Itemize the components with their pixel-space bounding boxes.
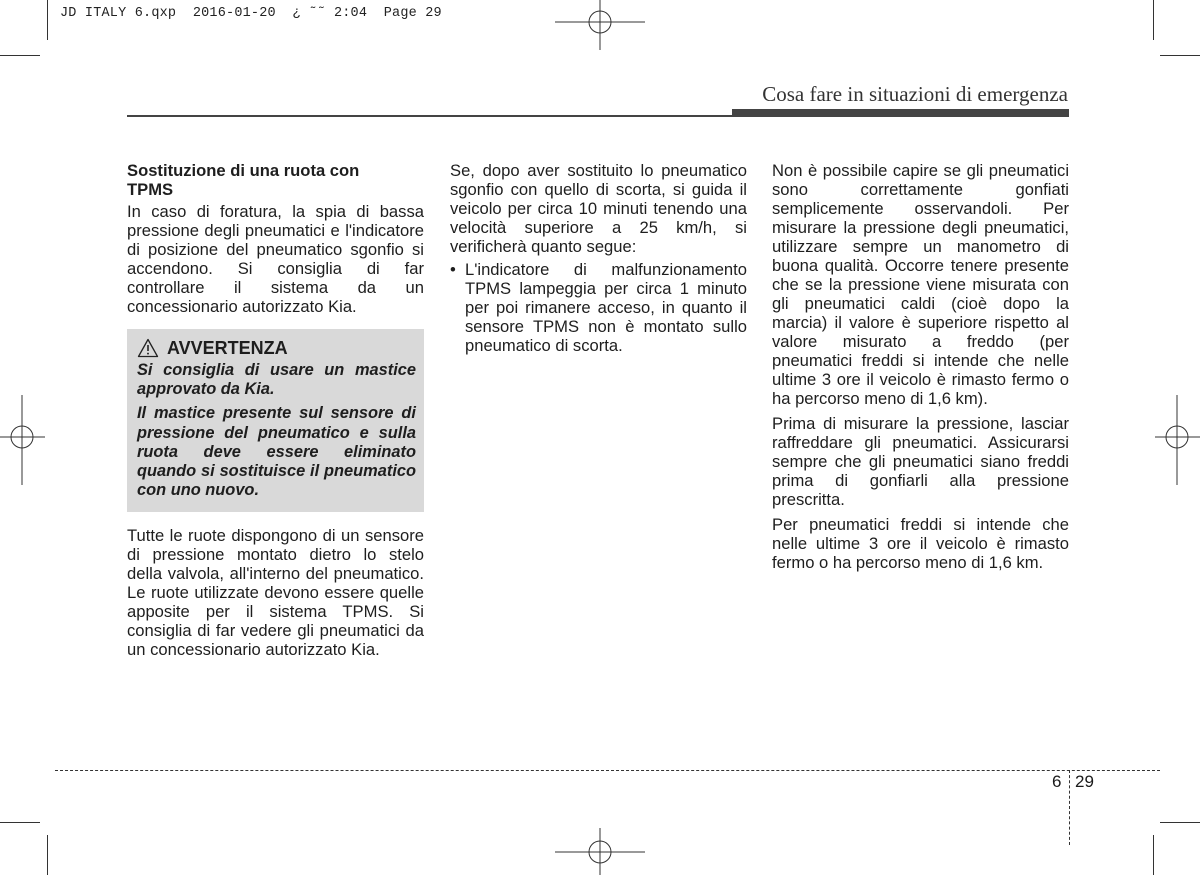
crop-mark [47,0,48,40]
crop-mark [1160,822,1200,823]
page-number: 29 [1075,772,1094,791]
warning-title: AVVERTENZA [167,338,288,358]
header-rule [127,115,1069,117]
column-right [772,161,1069,572]
crop-mark [1160,55,1200,56]
footer-dashed-rule [55,770,1160,771]
warning-text: Si consiglia di usare un mastice approvato da Kia. [137,361,416,399]
paragraph: Prima di misurare la pressione, lasciar raffreddare gli pneumatici. Assicurarsi sempre che gli pneumatici siano freddi prima di gonfiarli alla pressione prescritta. [772,414,1069,509]
section-title: Cosa fare in situazioni di emergenza [762,82,1068,106]
print-slug: JD ITALY 6.qxp 2016-01-20 ¿ ˜˜ 2:04 Page 29 [60,6,442,21]
crop-mark [1153,0,1154,40]
section-number: 6 [1052,772,1062,791]
bullet-item [450,260,747,355]
paragraph: In caso di foratura, la spia di bassa pressione degli pneumatici e l'indicatore di posizione del pneumatico sgonfio si accendono. Si consiglia di far controllare il sistema da un concessionario autorizzato Kia. [127,202,424,316]
crop-mark [0,55,40,56]
registration-mark-icon [555,828,645,875]
warning-header [137,337,416,359]
column-left [127,161,424,659]
paragraph: Tutte le ruote dispongono di un sensore di pressione montato dietro lo stelo della valvola, all'interno del pneumatico. Le ruote utilizzate devono essere quelle apposite per il sistema TPMS. Si consiglia di far vedere gli pneumatici da un concessionario autorizzato Kia. [127,526,424,660]
bullet-symbol: • [450,260,456,279]
heading-line: TPMS [127,180,174,199]
registration-mark-icon [1155,395,1200,485]
paragraph: Per pneumatici freddi si intende che nelle ultime 3 ore il veicolo è rimasto fermo o ha percorso meno di 1,6 km. [772,515,1069,572]
footer-dashed-divider [1069,770,1070,845]
warning-text: Il mastice presente sul sensore di pressione del pneumatico e sulla ruota deve essere eliminato quando si sostituisce il pneumatico con uno nuovo. [137,404,416,500]
paragraph: Non è possibile capire se gli pneumatici sono correttamente gonfiati semplicemente osservandoli. Per misurare la pressione degli pneumatici, utilizzare sempre un manometro di buona qualità. Occorre tenere presente che se la pressione viene misurata con gli pneumatici caldi (cioè dopo la marcia) il valore è superiore rispetto al valore misurato a freddo (per pneumatici freddi si intende che nelle ultime 3 ore il veicolo è rimasto fermo o ha percorso meno di 1,6 km). [772,161,1069,408]
section-heading [127,161,424,199]
crop-mark [1153,835,1154,875]
column-middle [450,161,747,355]
crop-mark [47,835,48,875]
crop-mark [0,822,40,823]
registration-mark-icon [555,0,645,50]
registration-mark-icon [0,395,45,485]
warning-triangle-icon [137,338,159,358]
paragraph: Se, dopo aver sostituito lo pneumatico sgonfio con quello di scorta, si guida il veicolo per circa 10 minuti tenendo una velocità superiore a 25 km/h, si verificherà quanto segue: [450,161,747,256]
bullet-text: L'indicatore di malfunzionamento TPMS lampeggia per circa 1 minuto per poi rimanere acceso, in quanto il sensore TPMS non è montato sullo pneumatico di scorta. [465,260,747,355]
warning-box [127,329,424,512]
heading-line: Sostituzione di una ruota con [127,161,360,180]
